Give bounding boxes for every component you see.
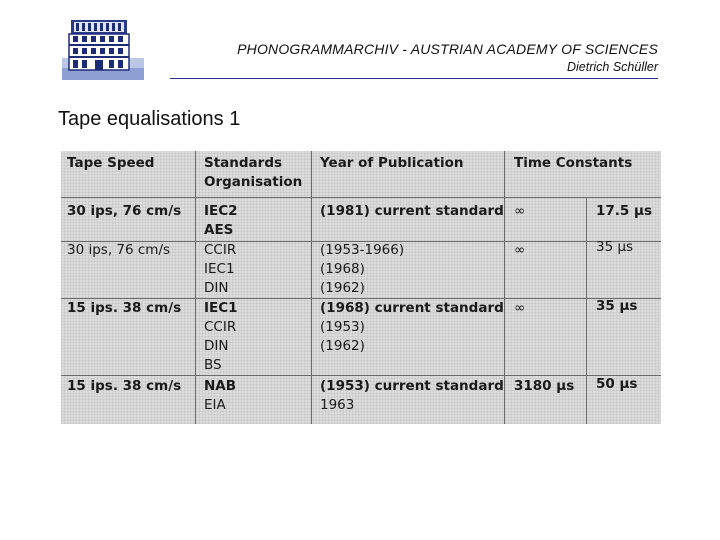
cell-tape-speed: 15 ips. 38 cm/s	[67, 300, 182, 316]
header-organisation: Organisation	[204, 174, 303, 190]
column-divider	[311, 151, 312, 424]
row-divider	[61, 375, 661, 376]
cell-time-constant-1: ∞	[514, 203, 526, 219]
cell-year: 1963	[320, 397, 355, 413]
cell-organisation: IEC2	[204, 203, 238, 219]
row-divider	[61, 197, 661, 198]
equalisation-table	[61, 151, 661, 424]
cell-year: (1953)	[320, 319, 365, 335]
cell-time-constant-1: 3180 µs	[514, 378, 575, 394]
header-year: Year of Publication	[320, 155, 464, 171]
cell-time-constant-2: 17.5 µs	[596, 203, 652, 219]
cell-organisation: DIN	[204, 338, 229, 354]
cell-year: (1962)	[320, 338, 365, 354]
header-title: PHONOGRAMMARCHIV - AUSTRIAN ACADEMY OF SCIENCES	[237, 41, 658, 57]
cell-year: (1962)	[320, 280, 365, 296]
cell-organisation: CCIR	[204, 319, 237, 335]
column-divider	[195, 151, 196, 424]
cell-year: (1981) current standard	[320, 203, 504, 219]
academy-building-icon	[62, 18, 144, 80]
cell-year: (1968)	[320, 261, 365, 277]
cell-organisation: IEC1	[204, 261, 235, 277]
column-divider	[504, 151, 505, 424]
cell-organisation: CCIR	[204, 242, 237, 258]
cell-time-constant-2: 50 µs	[596, 376, 638, 392]
header-time-constants: Time Constants	[514, 155, 633, 171]
cell-organisation: AES	[204, 222, 234, 238]
academy-logo	[62, 18, 144, 80]
cell-organisation: NAB	[204, 378, 237, 394]
cell-year: (1953) current standard	[320, 378, 504, 394]
cell-tape-speed: 30 ips, 76 cm/s	[67, 242, 171, 258]
cell-organisation: DIN	[204, 280, 229, 296]
cell-time-constant-1: ∞	[514, 242, 526, 258]
header-standards: Standards	[204, 155, 283, 171]
cell-organisation: IEC1	[204, 300, 238, 316]
column-divider	[586, 197, 587, 424]
cell-time-constant-2: 35 µs	[596, 298, 638, 314]
cell-tape-speed: 15 ips. 38 cm/s	[67, 378, 182, 394]
cell-organisation: EIA	[204, 397, 226, 413]
cell-time-constant-1: ∞	[514, 300, 526, 316]
cell-organisation: BS	[204, 357, 222, 373]
cell-time-constant-2: 35 µs	[596, 239, 634, 255]
header-author: Dietrich Schüller	[566, 60, 658, 74]
header-tape-speed: Tape Speed	[67, 155, 155, 171]
cell-year: (1968) current standard	[320, 300, 504, 316]
cell-tape-speed: 30 ips, 76 cm/s	[67, 203, 182, 219]
slide-title: Tape equalisations 1	[58, 108, 241, 130]
header-divider	[170, 78, 658, 79]
cell-year: (1953-1966)	[320, 242, 405, 258]
